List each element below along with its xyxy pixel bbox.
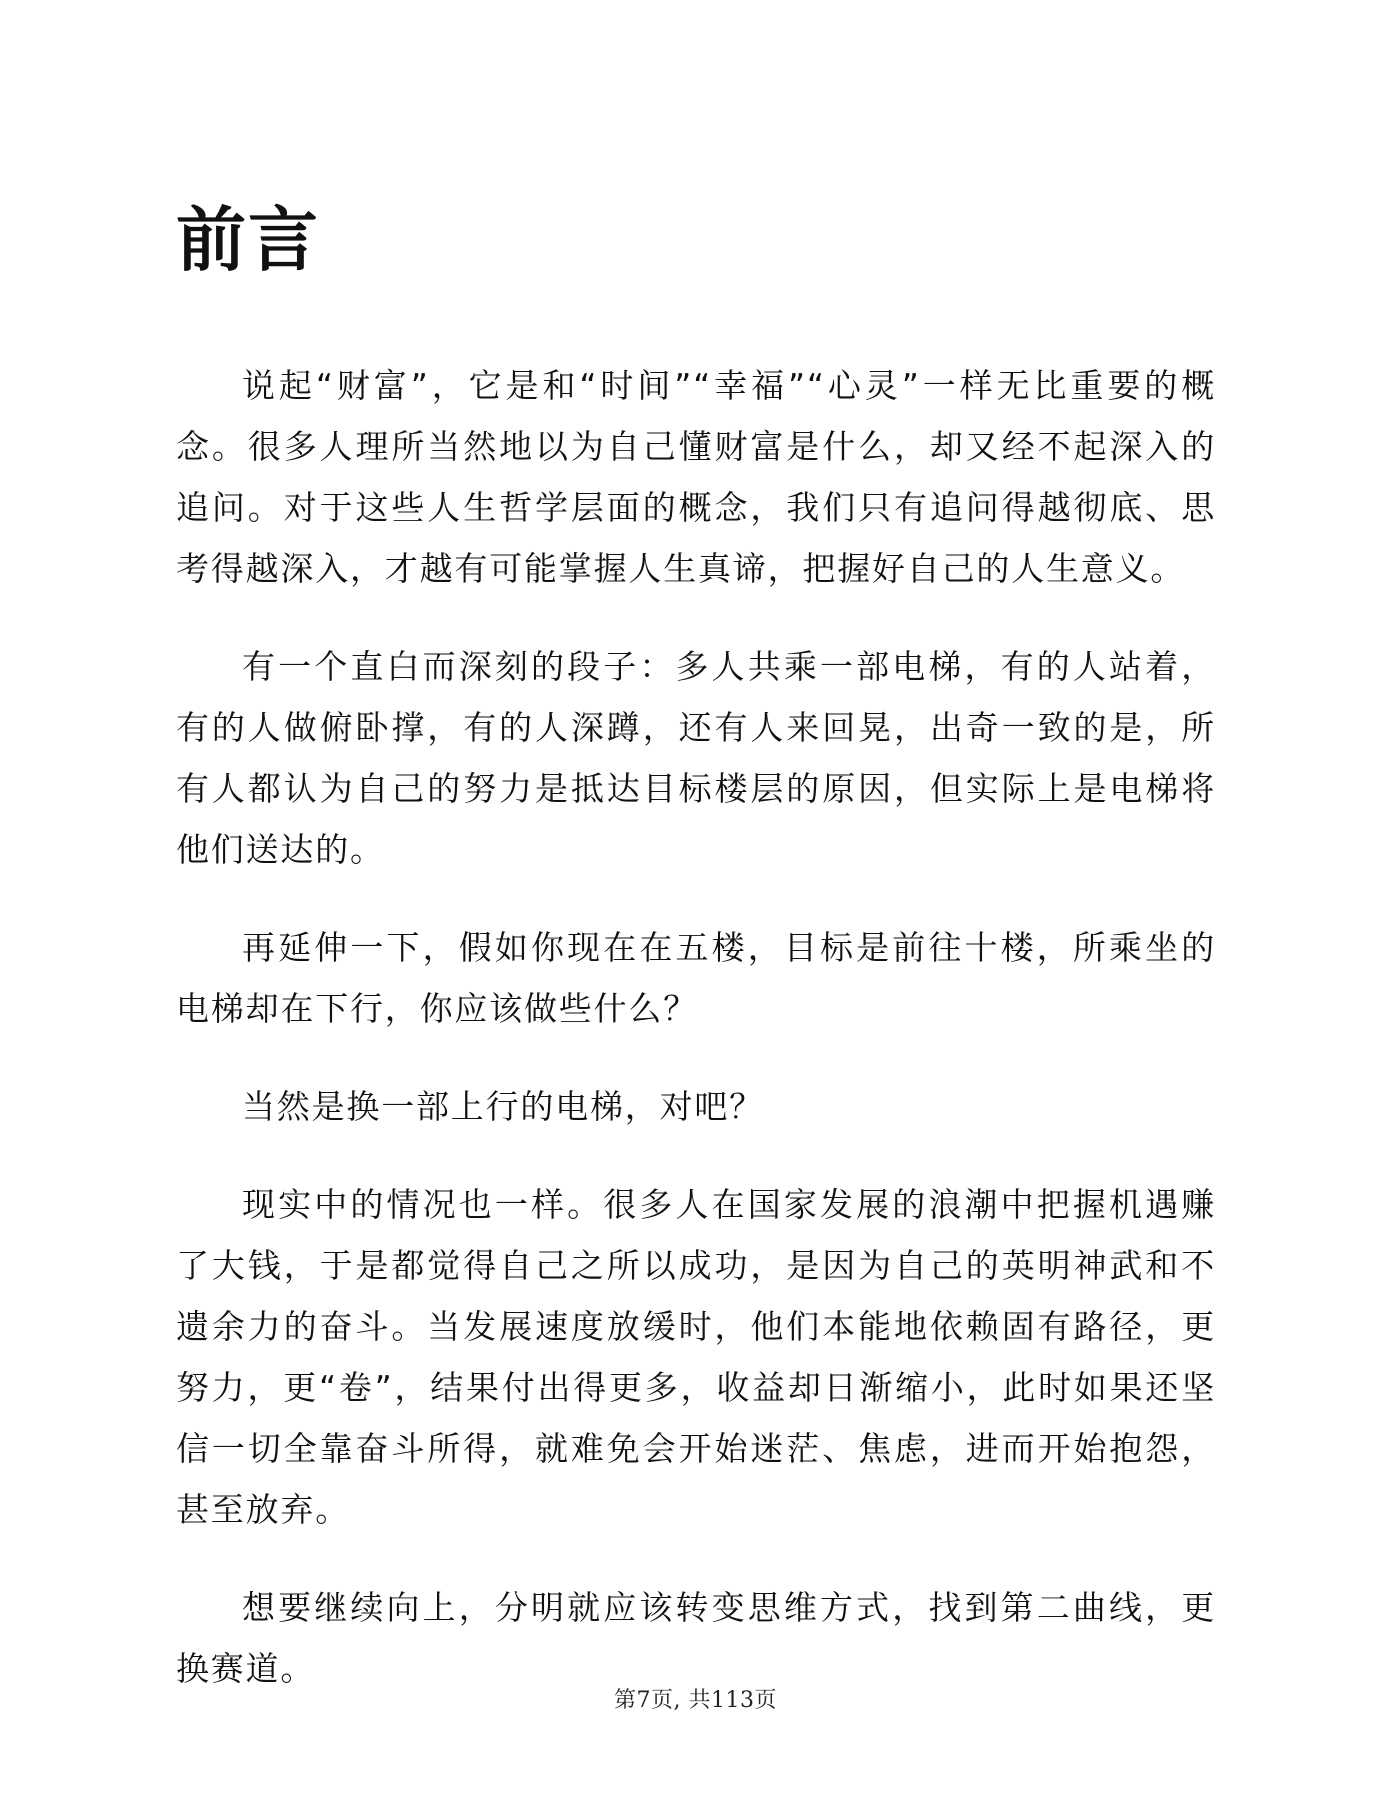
paragraph-1: 说起“财富”，它是和“时间”“幸福”“心灵”一样无比重要的概念。很多人理所当然地以为自己懂财富是什么，却又经不起深入的追问。对于这些人生哲学层面的概念，我们只有追问得越彻底、思考得越深入，才越有可能掌握人生真谛，把握好自己的人生意义。 bbox=[176, 366, 1216, 588]
page-title: 前言 bbox=[176, 199, 320, 281]
page-number-footer: 第7页, 共113页 bbox=[614, 1688, 777, 1713]
paragraph-5: 现实中的情况也一样。很多人在国家发展的浪潮中把握机遇赚了大钱，于是都觉得自己之所以成功，是因为自己的英明神武和不遗余力的奋斗。当发展速度放缓时，他们本能地依赖固有路径，更努力，更“卷”，结果付出得更多，收益却日渐缩小，此时如果还坚信一切全靠奋斗所得，就难免会开始迷茫、焦虑，进而开始抱怨，甚至放弃。 bbox=[176, 1185, 1216, 1529]
paragraph-2: 有一个直白而深刻的段子：多人共乘一部电梯，有的人站着，有的人做俯卧撑，有的人深蹲，还有人来回晃，出奇一致的是，所有人都认为自己的努力是抵达目标楼层的原因，但实际上是电梯将他们送达的。 bbox=[176, 647, 1216, 869]
paragraph-4: 当然是换一部上行的电梯，对吧？ bbox=[242, 1087, 764, 1126]
paragraph-3: 再延伸一下，假如你现在在五楼，目标是前往十楼，所乘坐的电梯却在下行，你应该做些什么？ bbox=[176, 928, 1216, 1028]
paragraph-6: 想要继续向上，分明就应该转变思维方式，找到第二曲线，更换赛道。 bbox=[176, 1588, 1216, 1688]
document-body bbox=[176, 355, 1216, 1736]
